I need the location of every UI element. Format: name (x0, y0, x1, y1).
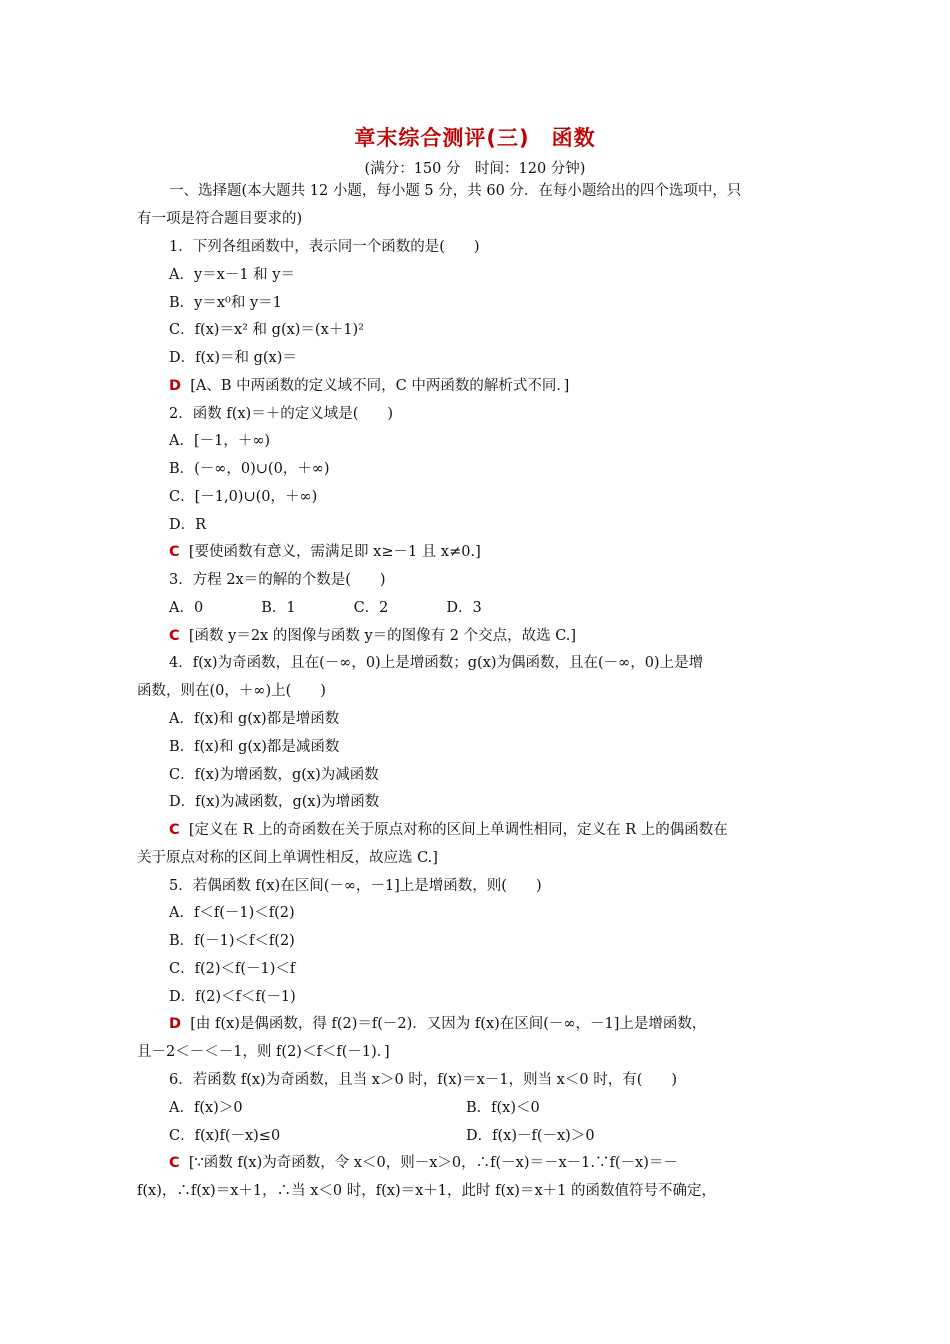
question-1-option-b: B．y＝x⁰和 y＝1 (169, 295, 282, 311)
question-4-stem-1: 4．f(x)为奇函数，且在(－∞，0)上是增函数；g(x)为偶函数，且在(－∞，0)上是增 (169, 655, 704, 671)
question-2-option-b: B．(－∞，0)∪(0，＋∞) (169, 461, 330, 477)
question-2-answer: C [要使函数有意义，需满足即 x≥－1 且 x≠0.] (169, 544, 481, 560)
question-4-option-c: C．f(x)为增函数，g(x)为减函数 (169, 767, 379, 783)
question-3-answer: C [函数 y＝2x 的图像与函数 y＝的图像有 2 个交点，故选 C.] (169, 628, 577, 644)
question-1-answer: D [A、B 中两函数的定义域不同，C 中两函数的解析式不同．] (169, 378, 570, 394)
question-4-option-a: A．f(x)和 g(x)都是增函数 (169, 711, 340, 727)
page-subtitle: (满分：150 分 时间：120 分钟) (364, 161, 586, 177)
question-4-option-d: D．f(x)为减函数，g(x)为增函数 (169, 794, 380, 810)
question-4-answer-1: C [定义在 R 上的奇函数在关于原点对称的区间上单调性相同，定义在 R 上的偶函数在 (169, 822, 728, 838)
question-2-option-a: A．[－1，＋∞) (169, 433, 271, 449)
answer-letter: D (169, 378, 182, 394)
question-4-option-b: B．f(x)和 g(x)都是减函数 (169, 739, 340, 755)
answer-letter: C (169, 544, 180, 560)
question-2-option-d: D．R (169, 517, 207, 533)
section-heading-line-2: 有一项是符合题目要求的) (137, 211, 303, 227)
question-4-stem-2: 函数，则在(0，＋∞)上( ) (137, 683, 326, 699)
question-6-answer-2: f(x)，∴f(x)＝x＋1，∴当 x＜0 时，f(x)＝x＋1，此时 f(x)＝x＋1 的函数值符号不确定， (137, 1183, 716, 1199)
section-heading-line-1: 一、选择题(本大题共 12 小题，每小题 5 分，共 60 分．在每小题给出的四个选项中，只 (169, 183, 742, 199)
page-title: 章末综合测评(三) 函数 (354, 126, 596, 150)
question-6-option-a: A．f(x)＞0 (169, 1100, 243, 1116)
question-5-option-a: A．f＜f(－1)＜f(2) (169, 905, 295, 921)
question-5-option-c: C．f(2)＜f(－1)＜f (169, 961, 296, 977)
question-5-stem: 5．若偶函数 f(x)在区间(－∞，－1]上是增函数，则( ) (169, 878, 542, 894)
question-4-answer-2: 关于原点对称的区间上单调性相反，故应选 C.] (137, 850, 438, 866)
question-1-option-d: D．f(x)＝和 g(x)＝ (169, 350, 297, 366)
answer-letter: C (169, 628, 180, 644)
question-1-option-c: C．f(x)＝x² 和 g(x)＝(x＋1)² (169, 322, 364, 338)
answer-letter: C (169, 822, 180, 838)
question-2-option-c: C．[－1,0)∪(0，＋∞) (169, 489, 318, 505)
question-5-option-b: B．f(－1)＜f＜f(2) (169, 933, 295, 949)
answer-letter: D (169, 1016, 182, 1032)
question-6-option-d: D．f(x)－f(－x)＞0 (466, 1128, 595, 1144)
question-5-answer-2: 且－2＜－＜－1，则 f(2)＜f＜f(－1)．] (137, 1044, 390, 1060)
question-6-answer-1: C [∵函数 f(x)为奇函数，令 x＜0，则－x＞0，∴f(－x)＝－x－1.∵f(－x)＝－ (169, 1155, 678, 1171)
answer-letter: C (169, 1155, 180, 1171)
question-1-option-a: A．y＝x－1 和 y＝ (169, 267, 295, 283)
question-5-answer-1: D [由 f(x)是偶函数，得 f(2)＝f(－2)．又因为 f(x)在区间(－∞，－1]上是增函数， (169, 1016, 707, 1032)
question-3-stem: 3．方程 2x＝的解的个数是( ) (169, 572, 386, 588)
question-5-option-d: D．f(2)＜f＜f(－1) (169, 989, 296, 1005)
question-6-stem: 6．若函数 f(x)为奇函数，且当 x＞0 时，f(x)＝x－1，则当 x＜0 时，有( ) (169, 1072, 678, 1088)
question-6-option-b: B．f(x)＜0 (466, 1100, 540, 1116)
question-3-options: A．0 B．1 C．2 D．3 (169, 600, 482, 616)
question-6-option-c: C．f(x)f(－x)≤0 (169, 1128, 281, 1144)
question-1-stem: 1．下列各组函数中，表示同一个函数的是( ) (169, 239, 480, 255)
question-2-stem: 2．函数 f(x)＝＋的定义域是( ) (169, 406, 394, 422)
